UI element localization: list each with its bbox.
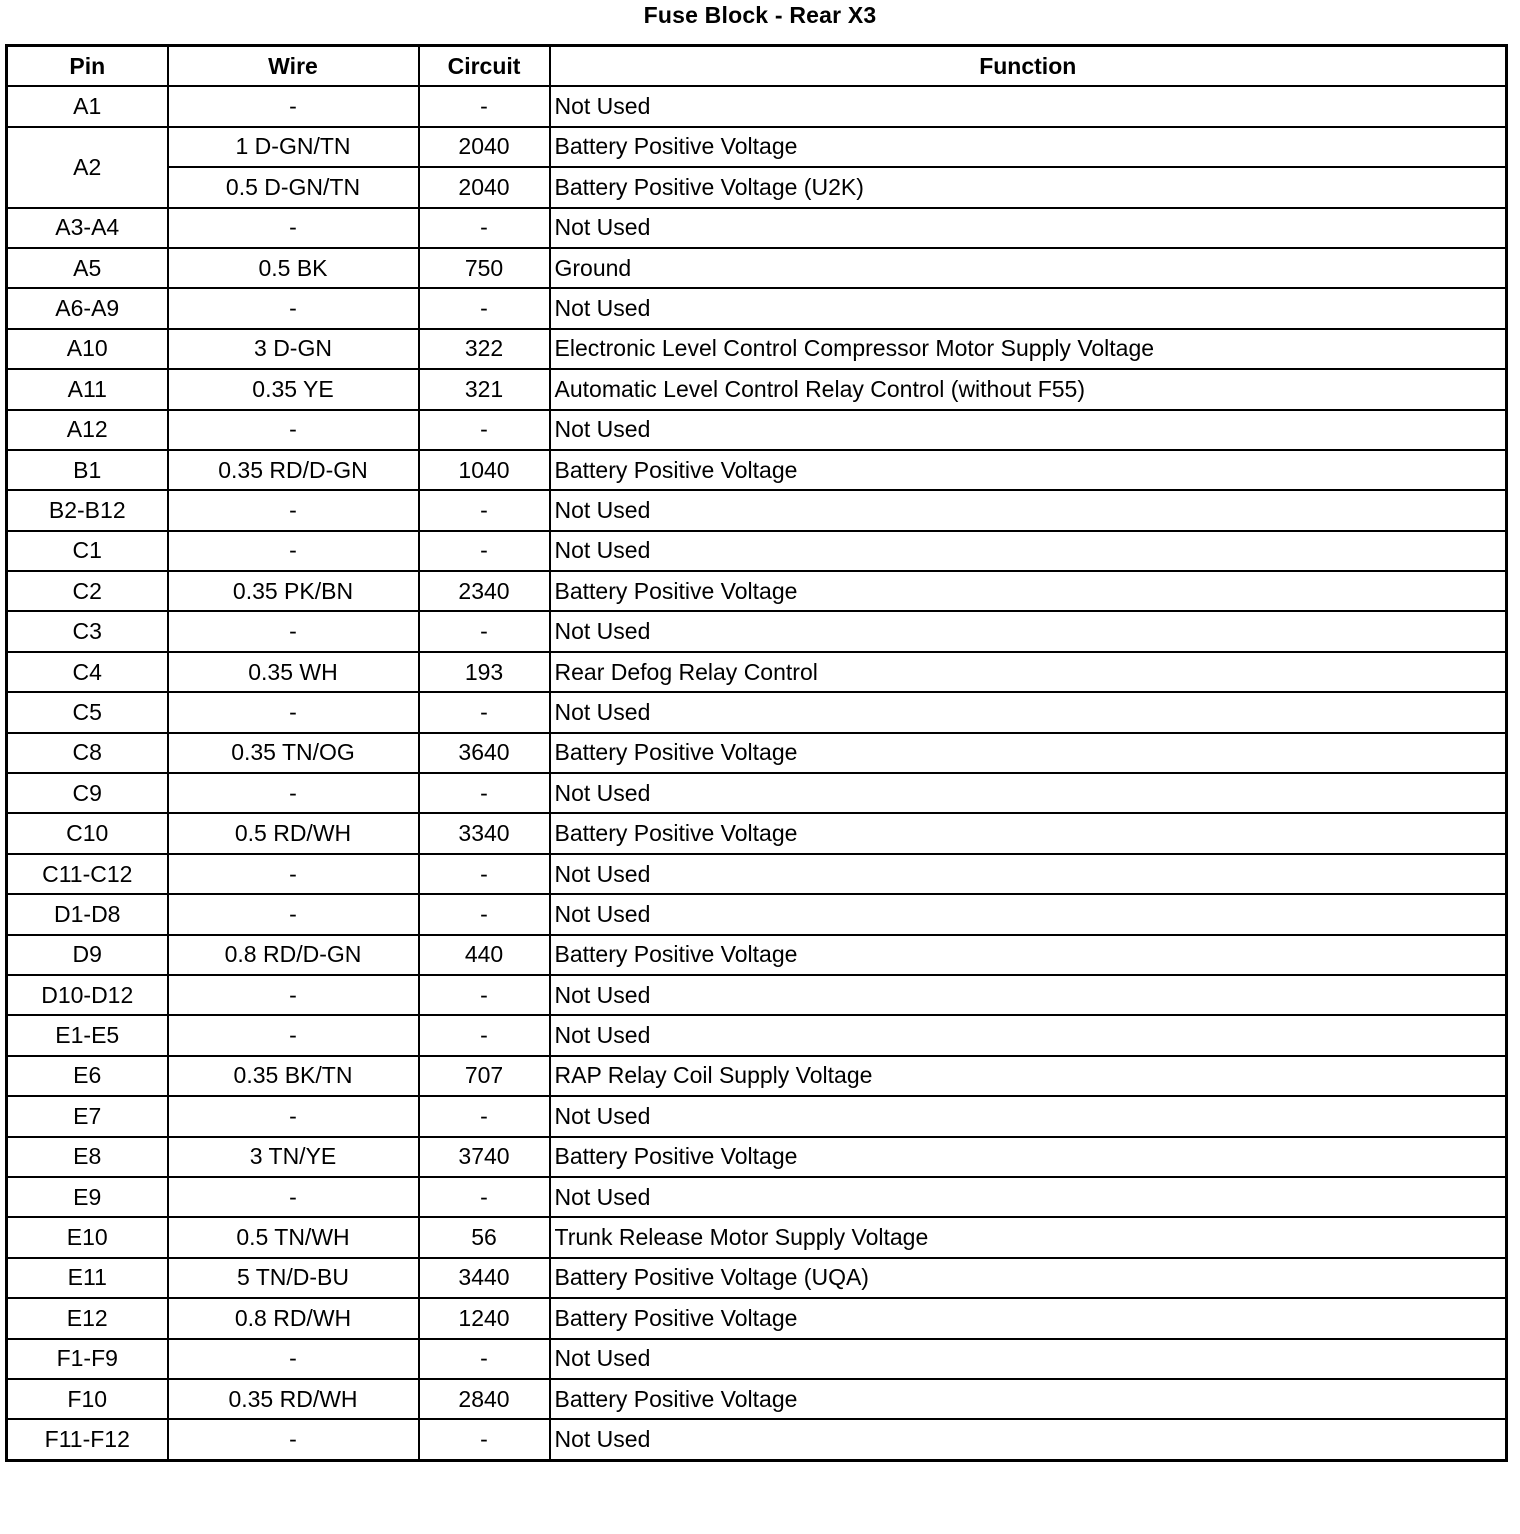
circuit-cell: 440 [419, 935, 550, 975]
circuit-cell: 3740 [419, 1137, 550, 1177]
wire-cell: - [168, 975, 419, 1015]
table-row [7, 127, 1507, 167]
pin-cell: B1 [7, 450, 168, 490]
table-row [7, 1339, 1507, 1379]
pin-cell: C5 [7, 692, 168, 732]
pin-cell: C8 [7, 733, 168, 773]
wire-cell: - [168, 894, 419, 934]
function-cell: Ground [550, 248, 1507, 288]
circuit-cell: 707 [419, 1056, 550, 1096]
function-cell: Not Used [550, 288, 1507, 328]
pin-cell: A12 [7, 410, 168, 450]
pin-cell: E9 [7, 1177, 168, 1217]
circuit-cell: 2840 [419, 1379, 550, 1419]
function-cell: Trunk Release Motor Supply Voltage [550, 1217, 1507, 1257]
circuit-cell: - [419, 1177, 550, 1217]
table-row [7, 1379, 1507, 1419]
wire-cell: 0.5 D-GN/TN [168, 167, 419, 207]
pin-cell: A5 [7, 248, 168, 288]
function-cell: Not Used [550, 86, 1507, 126]
table-row [7, 288, 1507, 328]
function-cell: Battery Positive Voltage [550, 127, 1507, 167]
pin-cell: A6-A9 [7, 288, 168, 328]
function-cell: Not Used [550, 1339, 1507, 1379]
pin-cell: A3-A4 [7, 208, 168, 248]
header-circuit: Circuit [419, 46, 550, 87]
circuit-cell: 3640 [419, 733, 550, 773]
table-row [7, 571, 1507, 611]
table-row [7, 935, 1507, 975]
header-pin: Pin [7, 46, 168, 87]
pin-cell: E12 [7, 1298, 168, 1338]
wire-cell: - [168, 692, 419, 732]
table-row [7, 1217, 1507, 1257]
circuit-cell: - [419, 975, 550, 1015]
pin-cell: C1 [7, 531, 168, 571]
wire-cell: - [168, 208, 419, 248]
table-row [7, 652, 1507, 692]
function-cell: Battery Positive Voltage [550, 1298, 1507, 1338]
wire-cell: - [168, 531, 419, 571]
function-cell: Electronic Level Control Compressor Motor Supply Voltage [550, 329, 1507, 369]
circuit-cell: - [419, 1096, 550, 1136]
circuit-cell: - [419, 410, 550, 450]
header-wire: Wire [168, 46, 419, 87]
wire-cell: 3 D-GN [168, 329, 419, 369]
table-row [7, 894, 1507, 934]
circuit-cell: 3340 [419, 813, 550, 853]
table-row [7, 248, 1507, 288]
table-row [7, 490, 1507, 530]
function-cell: Not Used [550, 531, 1507, 571]
circuit-cell: - [419, 854, 550, 894]
pin-cell: A11 [7, 369, 168, 409]
circuit-cell: 193 [419, 652, 550, 692]
table-row [7, 813, 1507, 853]
table-row [7, 1056, 1507, 1096]
circuit-cell: - [419, 692, 550, 732]
pin-cell: C10 [7, 813, 168, 853]
pin-cell: F11-F12 [7, 1419, 168, 1460]
function-cell: Battery Positive Voltage (U2K) [550, 167, 1507, 207]
header-function: Function [550, 46, 1507, 87]
circuit-cell: 1040 [419, 450, 550, 490]
table-row [7, 1177, 1507, 1217]
wire-cell: - [168, 288, 419, 328]
table-row [7, 1137, 1507, 1177]
circuit-cell: - [419, 288, 550, 328]
table-row [7, 450, 1507, 490]
table-row [7, 329, 1507, 369]
table-row [7, 410, 1507, 450]
wire-cell: 0.35 PK/BN [168, 571, 419, 611]
wire-cell: - [168, 773, 419, 813]
pin-cell: C3 [7, 611, 168, 651]
circuit-cell: 321 [419, 369, 550, 409]
pin-cell: A10 [7, 329, 168, 369]
pin-cell: C11-C12 [7, 854, 168, 894]
function-cell: Not Used [550, 692, 1507, 732]
function-cell: Not Used [550, 894, 1507, 934]
wire-cell: 1 D-GN/TN [168, 127, 419, 167]
circuit-cell: 2040 [419, 167, 550, 207]
wire-cell: - [168, 1177, 419, 1217]
circuit-cell: 56 [419, 1217, 550, 1257]
pin-cell: C4 [7, 652, 168, 692]
wire-cell: 3 TN/YE [168, 1137, 419, 1177]
pin-cell: A1 [7, 86, 168, 126]
function-cell: Not Used [550, 1096, 1507, 1136]
function-cell: Battery Positive Voltage [550, 571, 1507, 611]
circuit-cell: - [419, 531, 550, 571]
circuit-cell: - [419, 208, 550, 248]
wire-cell: 5 TN/D-BU [168, 1258, 419, 1298]
function-cell: Not Used [550, 773, 1507, 813]
function-cell: Not Used [550, 611, 1507, 651]
wire-cell: - [168, 86, 419, 126]
table-row [7, 86, 1507, 126]
page-title: Fuse Block - Rear X3 [643, 2, 877, 28]
pin-cell: E11 [7, 1258, 168, 1298]
circuit-cell: 2040 [419, 127, 550, 167]
wire-cell: 0.35 RD/D-GN [168, 450, 419, 490]
function-cell: Battery Positive Voltage [550, 935, 1507, 975]
circuit-cell: - [419, 86, 550, 126]
table-row [7, 531, 1507, 571]
circuit-cell: 3440 [419, 1258, 550, 1298]
pin-cell: D10-D12 [7, 975, 168, 1015]
table-row [7, 1015, 1507, 1055]
circuit-cell: 750 [419, 248, 550, 288]
function-cell: Battery Positive Voltage [550, 450, 1507, 490]
pin-cell: D9 [7, 935, 168, 975]
wire-cell: - [168, 854, 419, 894]
function-cell: Not Used [550, 410, 1507, 450]
function-cell: Not Used [550, 208, 1507, 248]
pin-cell: D1-D8 [7, 894, 168, 934]
circuit-cell: - [419, 1015, 550, 1055]
table-row [7, 167, 1507, 207]
circuit-cell: - [419, 894, 550, 934]
wire-cell: 0.35 WH [168, 652, 419, 692]
table-row [7, 773, 1507, 813]
function-cell: RAP Relay Coil Supply Voltage [550, 1056, 1507, 1096]
function-cell: Automatic Level Control Relay Control (without F55) [550, 369, 1507, 409]
circuit-cell: 2340 [419, 571, 550, 611]
wire-cell: 0.5 BK [168, 248, 419, 288]
function-cell: Not Used [550, 1419, 1507, 1460]
table-row [7, 692, 1507, 732]
wire-cell: - [168, 1339, 419, 1379]
header-row [7, 46, 1507, 87]
table-row [7, 733, 1507, 773]
wire-cell: 0.8 RD/WH [168, 1298, 419, 1338]
wire-cell: - [168, 1419, 419, 1460]
wire-cell: 0.35 YE [168, 369, 419, 409]
table-row [7, 1419, 1507, 1460]
table-row [7, 975, 1507, 1015]
wire-cell: 0.5 RD/WH [168, 813, 419, 853]
function-cell: Rear Defog Relay Control [550, 652, 1507, 692]
table-row [7, 208, 1507, 248]
pin-cell: F10 [7, 1379, 168, 1419]
function-cell: Battery Positive Voltage (UQA) [550, 1258, 1507, 1298]
wire-cell: - [168, 410, 419, 450]
pin-cell: E7 [7, 1096, 168, 1136]
wire-cell: - [168, 1015, 419, 1055]
table-row [7, 1298, 1507, 1338]
pin-cell: B2-B12 [7, 490, 168, 530]
function-cell: Not Used [550, 1015, 1507, 1055]
table-row [7, 611, 1507, 651]
wire-cell: - [168, 611, 419, 651]
pin-cell: C9 [7, 773, 168, 813]
function-cell: Not Used [550, 1177, 1507, 1217]
wire-cell: 0.8 RD/D-GN [168, 935, 419, 975]
function-cell: Battery Positive Voltage [550, 813, 1507, 853]
circuit-cell: 1240 [419, 1298, 550, 1338]
function-cell: Not Used [550, 975, 1507, 1015]
pin-cell: C2 [7, 571, 168, 611]
pin-cell: E1-E5 [7, 1015, 168, 1055]
wire-cell: 0.35 RD/WH [168, 1379, 419, 1419]
circuit-cell: 322 [419, 329, 550, 369]
function-cell: Not Used [550, 490, 1507, 530]
pin-cell: E10 [7, 1217, 168, 1257]
wire-cell: - [168, 490, 419, 530]
circuit-cell: - [419, 490, 550, 530]
circuit-cell: - [419, 773, 550, 813]
table-row [7, 1096, 1507, 1136]
circuit-cell: - [419, 611, 550, 651]
pin-cell: E6 [7, 1056, 168, 1096]
wire-cell: 0.35 BK/TN [168, 1056, 419, 1096]
pin-cell: F1-F9 [7, 1339, 168, 1379]
wire-cell: 0.5 TN/WH [168, 1217, 419, 1257]
pin-cell: A2 [7, 127, 168, 208]
table-row [7, 369, 1507, 409]
wire-cell: 0.35 TN/OG [168, 733, 419, 773]
table-row [7, 1258, 1507, 1298]
pin-cell: E8 [7, 1137, 168, 1177]
function-cell: Battery Positive Voltage [550, 733, 1507, 773]
connector-pinout-table [5, 44, 1508, 1462]
function-cell: Battery Positive Voltage [550, 1137, 1507, 1177]
wire-cell: - [168, 1096, 419, 1136]
function-cell: Not Used [550, 854, 1507, 894]
function-cell: Battery Positive Voltage [550, 1379, 1507, 1419]
table-row [7, 854, 1507, 894]
circuit-cell: - [419, 1339, 550, 1379]
circuit-cell: - [419, 1419, 550, 1460]
